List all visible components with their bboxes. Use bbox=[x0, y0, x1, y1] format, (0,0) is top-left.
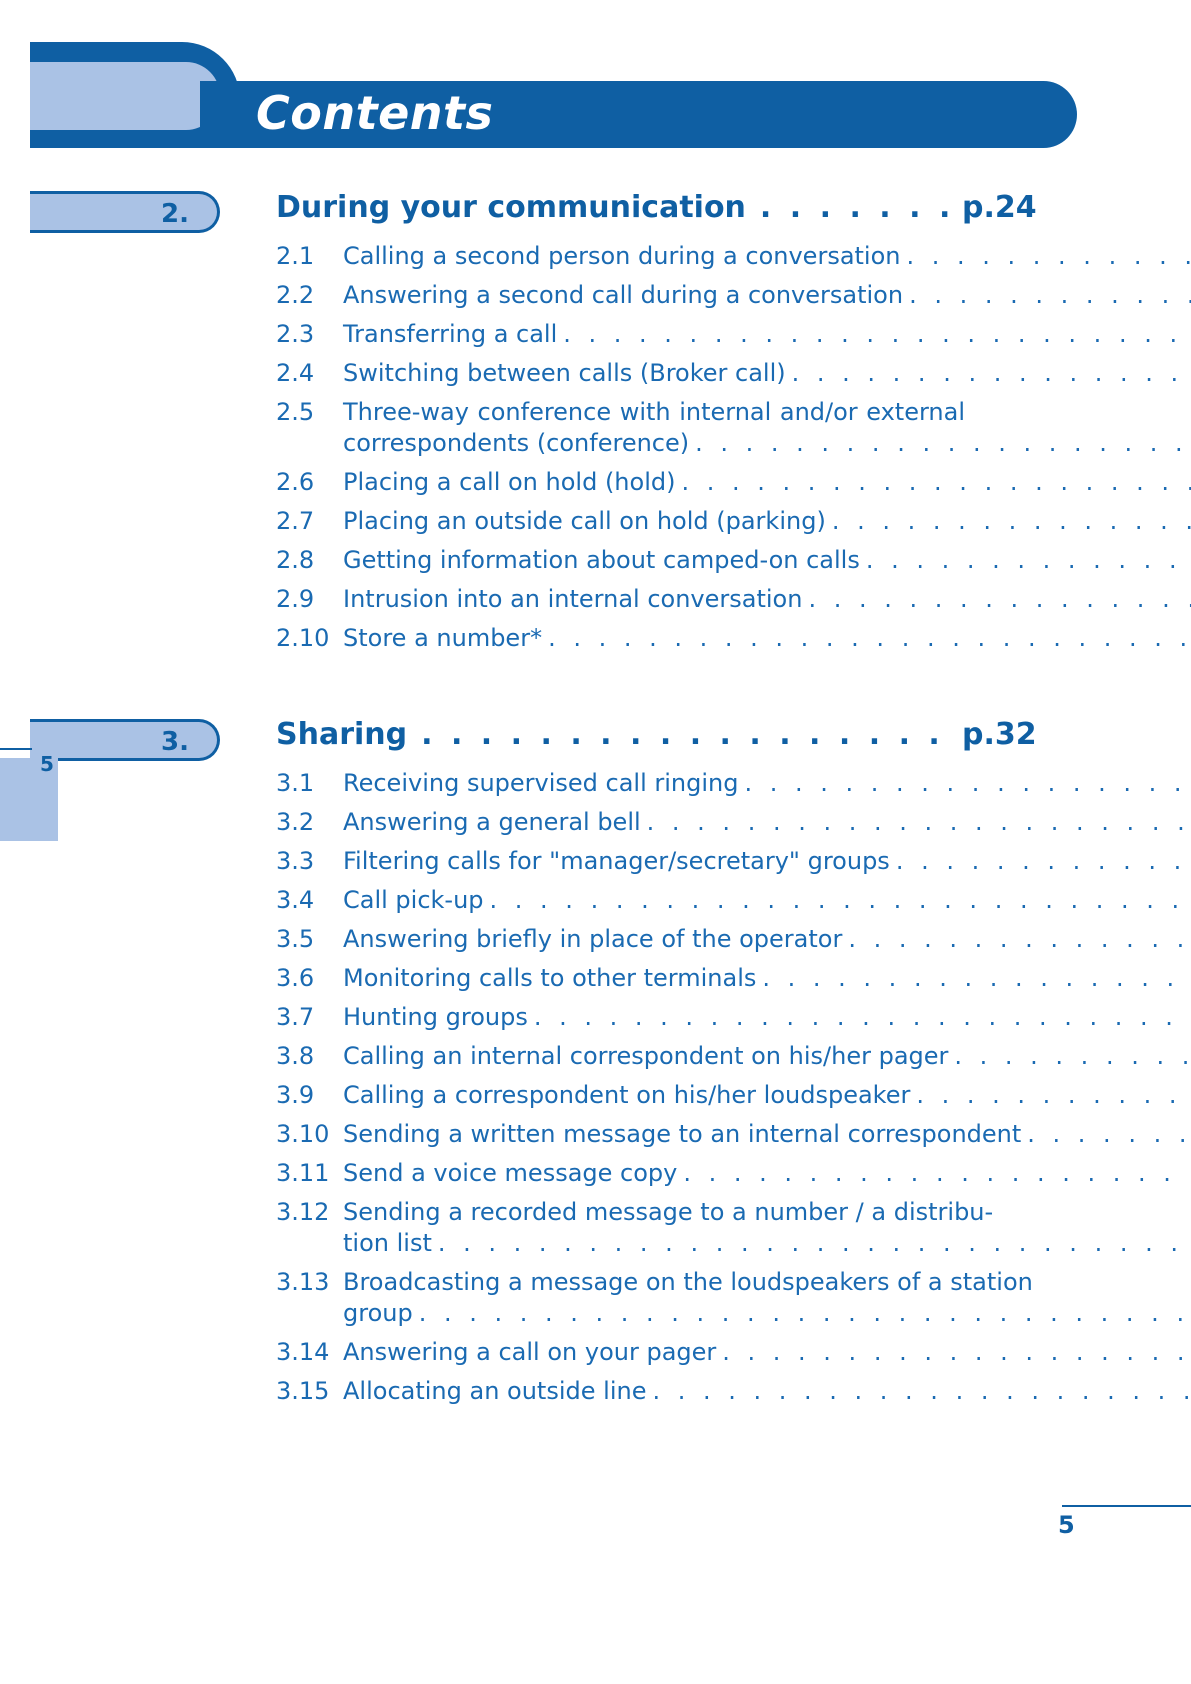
entry-number: 2.3 bbox=[276, 320, 315, 348]
entry-title-line: Broadcasting a message on the loudspeakers of a station bbox=[343, 1268, 1033, 1296]
toc-entry[interactable] bbox=[276, 847, 1026, 886]
toc-entry[interactable] bbox=[276, 468, 1026, 507]
entry-last-line bbox=[343, 468, 1191, 507]
entry-number: 3.3 bbox=[276, 847, 315, 875]
toc-entry[interactable] bbox=[276, 925, 1026, 964]
toc-entry[interactable] bbox=[276, 769, 1026, 808]
toc-entry[interactable] bbox=[276, 507, 1026, 546]
entry-title: tion list bbox=[343, 1229, 432, 1257]
entry-title: Answering a second call during a conversation bbox=[343, 281, 904, 309]
toc-entry[interactable] bbox=[276, 1081, 1026, 1120]
dot-leader bbox=[866, 546, 1191, 574]
entry-title: correspondents (conference) bbox=[343, 429, 690, 457]
entry-title: Placing an outside call on hold (parking) bbox=[343, 507, 826, 535]
entry-title: Send a voice message copy bbox=[343, 1159, 678, 1187]
dot-leader bbox=[695, 429, 1191, 457]
dot-leader bbox=[832, 507, 1191, 535]
entry-number: 3.15 bbox=[276, 1377, 330, 1405]
dot-leader bbox=[1027, 1120, 1191, 1148]
entry-number: 2.7 bbox=[276, 507, 315, 535]
entry-number: 3.2 bbox=[276, 808, 315, 836]
entry-title: Transferring a call bbox=[343, 320, 558, 348]
entry-title: Calling a second person during a conversation bbox=[343, 242, 901, 270]
entry-number: 3.10 bbox=[276, 1120, 330, 1148]
entry-number: 3.1 bbox=[276, 769, 315, 797]
toc-entry[interactable] bbox=[276, 1338, 1026, 1377]
dot-leader bbox=[954, 1042, 1191, 1070]
dot-leader bbox=[683, 1159, 1191, 1187]
entry-number: 2.6 bbox=[276, 468, 315, 496]
entry-number: 3.13 bbox=[276, 1268, 330, 1296]
entry-last-line bbox=[343, 1299, 1191, 1338]
dot-leader bbox=[722, 1338, 1191, 1366]
entry-title: Placing a call on hold (hold) bbox=[343, 468, 676, 496]
entry-title: Store a number* bbox=[343, 624, 543, 652]
entry-last-line bbox=[343, 1081, 1191, 1120]
entry-body bbox=[343, 886, 1191, 925]
entry-last-line bbox=[343, 925, 1191, 964]
toc-entry[interactable] bbox=[276, 964, 1026, 1003]
entry-title-line: Three-way conference with internal and/or external bbox=[343, 398, 965, 426]
entry-last-line bbox=[343, 507, 1191, 546]
dot-leader bbox=[909, 281, 1191, 309]
entry-number: 3.7 bbox=[276, 1003, 315, 1031]
entry-body bbox=[343, 925, 1191, 964]
section-number: 3. bbox=[161, 727, 189, 757]
entry-last-line bbox=[343, 1120, 1191, 1159]
dot-leader bbox=[548, 624, 1191, 652]
dot-leader bbox=[652, 1377, 1191, 1405]
toc-entry[interactable] bbox=[276, 1003, 1026, 1042]
entry-last-line bbox=[343, 624, 1191, 663]
section-number: 2. bbox=[161, 199, 189, 229]
section-page-ref: p.24 bbox=[962, 190, 1037, 225]
entry-last-line bbox=[343, 359, 1191, 398]
entry-last-line bbox=[343, 1003, 1191, 1042]
toc-entry[interactable] bbox=[276, 398, 1026, 468]
dot-leader bbox=[744, 769, 1191, 797]
toc-entry[interactable] bbox=[276, 886, 1026, 925]
entry-title: Allocating an outside line bbox=[343, 1377, 647, 1405]
dot-leader bbox=[762, 964, 1191, 992]
entry-title: Call pick-up bbox=[343, 886, 484, 914]
toc-entry[interactable] bbox=[276, 1120, 1026, 1159]
toc-entry[interactable] bbox=[276, 359, 1026, 398]
entry-last-line bbox=[343, 546, 1191, 585]
dot-leader bbox=[681, 468, 1191, 496]
entry-number: 3.6 bbox=[276, 964, 315, 992]
entry-title: Hunting groups bbox=[343, 1003, 528, 1031]
section-tab-3 bbox=[30, 719, 220, 761]
entry-title: Filtering calls for "manager/secretary" groups bbox=[343, 847, 890, 875]
dot-leader bbox=[760, 190, 952, 225]
entry-number: 3.11 bbox=[276, 1159, 330, 1187]
dot-leader bbox=[563, 320, 1191, 348]
entry-last-line bbox=[343, 281, 1191, 320]
entry-body bbox=[343, 468, 1191, 507]
section-title: During your communication bbox=[276, 190, 746, 225]
entry-body bbox=[343, 1120, 1191, 1159]
entry-last-line bbox=[343, 808, 1191, 847]
entry-body bbox=[343, 1377, 1191, 1416]
footer-rule bbox=[1062, 1505, 1191, 1507]
toc-entry[interactable] bbox=[276, 1268, 1033, 1338]
entry-last-line bbox=[343, 847, 1191, 886]
entry-last-line bbox=[343, 1377, 1191, 1416]
side-page-marker: 5 bbox=[40, 752, 54, 776]
header-tab-highlight bbox=[30, 62, 220, 130]
side-divider bbox=[0, 748, 32, 750]
toc-section-2 bbox=[276, 190, 1037, 663]
entry-body bbox=[343, 1003, 1191, 1042]
section-tab-2 bbox=[30, 191, 220, 233]
entry-title: Calling a correspondent on his/her loudspeaker bbox=[343, 1081, 911, 1109]
entry-body bbox=[343, 964, 1191, 1003]
toc-entry[interactable] bbox=[276, 808, 1026, 847]
toc-entry[interactable] bbox=[276, 281, 1026, 320]
entry-last-line bbox=[343, 585, 1191, 624]
toc-entry[interactable] bbox=[276, 320, 1026, 359]
toc-entry[interactable] bbox=[276, 546, 1026, 585]
entry-number: 3.5 bbox=[276, 925, 315, 953]
dot-leader bbox=[534, 1003, 1191, 1031]
entry-body bbox=[343, 1159, 1191, 1198]
entry-last-line bbox=[343, 769, 1191, 808]
entry-last-line bbox=[343, 1159, 1191, 1198]
entry-body bbox=[343, 281, 1191, 320]
entry-title-line: Sending a recorded message to a number / a distribu- bbox=[343, 1198, 994, 1226]
toc-heading[interactable] bbox=[276, 717, 1037, 769]
entry-body bbox=[343, 359, 1191, 398]
entry-number: 3.12 bbox=[276, 1198, 330, 1226]
entry-body bbox=[343, 507, 1191, 546]
entry-number: 2.4 bbox=[276, 359, 315, 387]
entry-body bbox=[343, 242, 1191, 281]
entry-body bbox=[343, 624, 1191, 663]
toc-heading[interactable] bbox=[276, 190, 1037, 242]
entry-title: Monitoring calls to other terminals bbox=[343, 964, 757, 992]
entry-body bbox=[343, 808, 1191, 847]
toc-entry[interactable] bbox=[276, 242, 1026, 281]
entry-number: 3.4 bbox=[276, 886, 315, 914]
dot-leader bbox=[896, 847, 1191, 875]
entry-title: Answering briefly in place of the operator bbox=[343, 925, 843, 953]
dot-leader bbox=[808, 585, 1191, 613]
entry-last-line bbox=[343, 320, 1191, 359]
page-number: 5 bbox=[1058, 1511, 1075, 1539]
entry-title: group bbox=[343, 1299, 413, 1327]
entry-body bbox=[343, 1338, 1191, 1377]
toc-entry[interactable] bbox=[276, 1377, 1026, 1416]
dot-leader bbox=[792, 359, 1191, 387]
entry-body bbox=[343, 398, 1191, 468]
dot-leader bbox=[438, 1229, 1191, 1257]
entry-body bbox=[343, 585, 1191, 624]
entry-title: Switching between calls (Broker call) bbox=[343, 359, 786, 387]
entry-number: 3.8 bbox=[276, 1042, 315, 1070]
entry-title: Answering a call on your pager bbox=[343, 1338, 717, 1366]
entry-number: 2.8 bbox=[276, 546, 315, 574]
toc-entry[interactable] bbox=[276, 585, 1026, 624]
entry-body bbox=[343, 847, 1191, 886]
entry-number: 2.10 bbox=[276, 624, 330, 652]
dot-leader bbox=[907, 242, 1191, 270]
toc-entry[interactable] bbox=[276, 624, 1026, 663]
entry-body bbox=[343, 1081, 1191, 1120]
dot-leader bbox=[647, 808, 1191, 836]
entry-number: 2.5 bbox=[276, 398, 315, 426]
toc-section-3 bbox=[276, 717, 1037, 1416]
entry-number: 3.9 bbox=[276, 1081, 315, 1109]
entry-last-line bbox=[343, 964, 1191, 1003]
toc-entry[interactable] bbox=[276, 1159, 1026, 1198]
entry-title: Calling an internal correspondent on his/her pager bbox=[343, 1042, 949, 1070]
dot-leader bbox=[848, 925, 1191, 953]
entry-title: Receiving supervised call ringing bbox=[343, 769, 739, 797]
entry-title: Intrusion into an internal conversation bbox=[343, 585, 803, 613]
entry-body bbox=[343, 769, 1191, 808]
entry-number: 2.2 bbox=[276, 281, 315, 309]
entry-last-line bbox=[343, 1042, 1191, 1081]
entry-number: 3.14 bbox=[276, 1338, 330, 1366]
entry-title: Answering a general bell bbox=[343, 808, 641, 836]
entry-body bbox=[343, 320, 1191, 359]
entry-body bbox=[343, 1198, 1191, 1268]
entry-last-line bbox=[343, 1229, 1191, 1268]
entry-last-line bbox=[343, 429, 1191, 468]
entry-last-line bbox=[343, 1338, 1191, 1377]
dot-leader bbox=[916, 1081, 1191, 1109]
entry-title: Getting information about camped-on calls bbox=[343, 546, 860, 574]
entry-number: 2.1 bbox=[276, 242, 315, 270]
entry-last-line bbox=[343, 242, 1191, 281]
entry-body bbox=[343, 1268, 1191, 1338]
dot-leader bbox=[419, 1299, 1191, 1327]
toc-entry[interactable] bbox=[276, 1042, 1026, 1081]
dot-leader bbox=[490, 886, 1191, 914]
page-title: Contents bbox=[256, 86, 494, 140]
entry-body bbox=[343, 1042, 1191, 1081]
entry-number: 2.9 bbox=[276, 585, 315, 613]
toc-entry[interactable] bbox=[276, 1198, 1026, 1268]
section-title: Sharing bbox=[276, 717, 408, 752]
dot-leader bbox=[421, 717, 952, 752]
entry-last-line bbox=[343, 886, 1191, 925]
entry-title: Sending a written message to an internal correspondent bbox=[343, 1120, 1022, 1148]
entry-body bbox=[343, 546, 1191, 585]
section-page-ref: p.32 bbox=[962, 717, 1037, 752]
